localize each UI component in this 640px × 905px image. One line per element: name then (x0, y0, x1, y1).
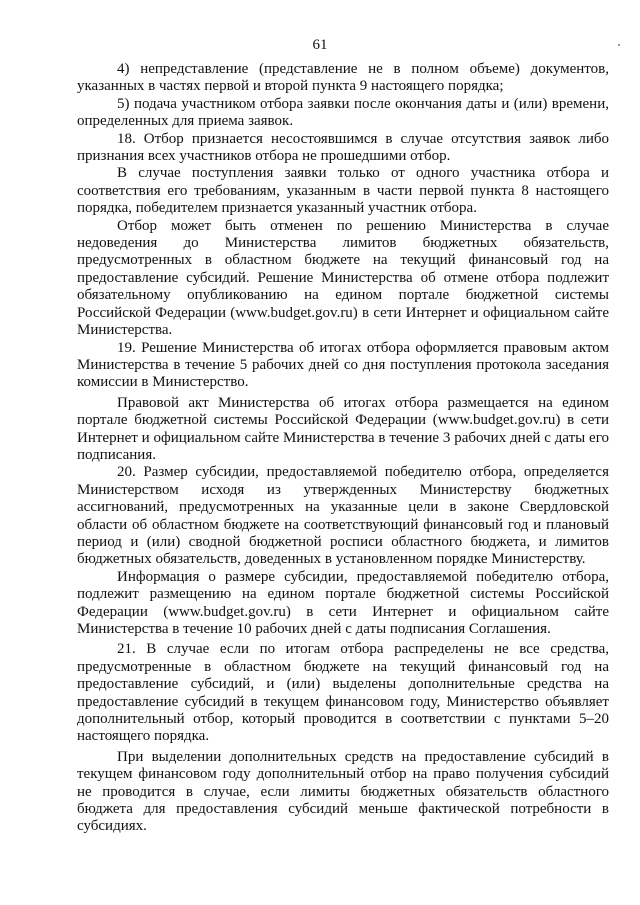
paragraph-selection-cancel: Отбор может быть отменен по решению Министерства в случае недоведения до Министерства лимитов бюджетных обязательств, предусмотренных в областном бюджете на текущий финансовый год на предоставление субсидий. Решение Министерства об отмене отбора подлежит обязательному опубликованию на едином портале бюджетной системы Российской Федерации (www.budget.gov.ru) в сети Интернет и официальном сайте Министерства. (77, 217, 609, 339)
paragraph-clause-20: 20. Размер субсидии, предоставляемой победителю отбора, определяется Министерством исходя из утвержденных Министерству бюджетных ассигнований, предусмотренных на указанные цели в законе Свердловской области об областном бюджете на соответствующий финансовый год и плановый период и (или) сводной бюджетной росписи областного бюджета, и лимитов бюджетных обязательств, доведенных в установленном порядке Министерству. (77, 464, 609, 568)
scan-artifact (618, 44, 620, 46)
paragraph-item-5: 5) подача участником отбора заявки после окончания даты и (или) времени, определенных для приема заявок. (77, 95, 609, 130)
paragraph-subsidy-info: Информация о размере субсидии, предоставляемой победителю отбора, подлежит размещению на едином портале бюджетной системы Российской Федерации (www.budget.gov.ru) в сети Интернет и официальном сайте Министерства в течение 10 рабочих дней с даты подписания Соглашения. (77, 568, 609, 637)
paragraph-clause-18: 18. Отбор признается несостоявшимся в случае отсутствия заявок либо признания всех участников отбора не прошедшими отбор. (77, 130, 609, 165)
paragraph-single-applicant: В случае поступления заявки только от одного участника отбора и соответствия его требованиям, указанным в части первой пункта 8 настоящего порядка, победителем признается указанный участник отбора. (77, 165, 609, 217)
document-body (77, 61, 609, 836)
page-number: 61 (312, 37, 328, 53)
paragraph-item-4: 4) непредставление (представление не в полном объеме) документов, указанных в частях первой и второй пункта 9 настоящего порядка; (77, 61, 609, 95)
paragraph-clause-21: 21. В случае если по итогам отбора распределены не все средства, предусмотренные в областном бюджете на текущий финансовый год на предоставление субсидий, и (или) выделены дополнительные средства на предоставление субсидий в текущем финансовом году, Министерство объявляет дополнительный отбор, который проводится в соответствии с пунктами 5–20 настоящего порядка. (77, 641, 609, 745)
paragraph-additional-funds: При выделении дополнительных средств на предоставление субсидий в текущем финансовом году дополнительный отбор на право получения субсидий не проводится в случае, если лимиты бюджетных обязательств областного бюджета для предоставления субсидий меньше фактической потребности в субсидиях. (77, 748, 609, 835)
paragraph-legal-act: Правовой акт Министерства об итогах отбора размещается на едином портале бюджетной системы Российской Федерации (www.budget.gov.ru) в сети Интернет и официальном сайте Министерства в течение 3 рабочих дней с даты его подписания. (77, 394, 609, 463)
paragraph-clause-19: 19. Решение Министерства об итогах отбора оформляется правовым актом Министерства в течение 5 рабочих дней со дня поступления протокола заседания комиссии в Министерство. (77, 339, 609, 391)
